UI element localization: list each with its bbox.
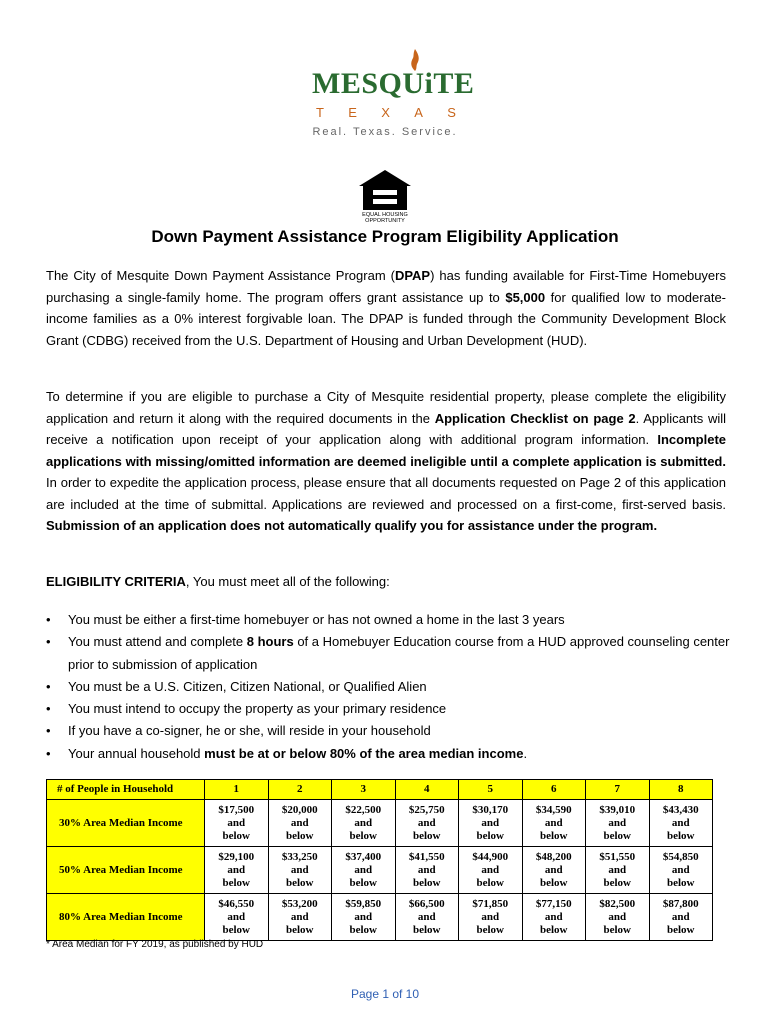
income-cell: $34,590 and below — [522, 800, 586, 847]
mesquite-logo — [300, 48, 475, 144]
list-item: • You must be a U.S. Citizen, Citizen National, or Qualified Alien — [46, 676, 736, 698]
income-cell: $46,550 and below — [205, 894, 269, 941]
income-cell: $82,500 and below — [586, 894, 650, 941]
income-cell: $77,150 and below — [522, 894, 586, 941]
logo-state-letter: X — [381, 105, 390, 120]
logo-state-letter: E — [348, 105, 357, 120]
column-header: 6 — [522, 780, 586, 800]
income-limits-table — [46, 779, 713, 941]
income-cell: $54,850 and below — [649, 847, 713, 894]
table-row — [47, 847, 713, 894]
income-cell: $30,170 and below — [459, 800, 523, 847]
column-header: 4 — [395, 780, 459, 800]
income-cell: $25,750 and below — [395, 800, 459, 847]
income-cell: $17,500 and below — [205, 800, 269, 847]
bullet-icon: • — [46, 723, 51, 739]
list-item: • If you have a co-signer, he or she, will reside in your household — [46, 720, 736, 742]
bullet-icon: • — [46, 745, 51, 761]
logo-tagline: Real. Texas. Service. — [312, 126, 458, 138]
income-cell: $43,430 and below — [649, 800, 713, 847]
income-cell: $41,550 and below — [395, 847, 459, 894]
list-item: • Your annual household must be at or below 80% of the area median income. — [46, 743, 736, 765]
income-cell: $22,500 and below — [332, 800, 396, 847]
list-item: • You must intend to occupy the property as your primary residence — [46, 698, 736, 720]
table-row — [47, 800, 713, 847]
household-size-header: # of People in Household — [47, 780, 205, 800]
income-cell: $48,200 and below — [522, 847, 586, 894]
list-item: • You must be either a first-time homebuyer or has not owned a home in the last 3 years — [46, 609, 736, 631]
bullet-icon: • — [46, 612, 51, 627]
bullet-icon: • — [46, 678, 51, 694]
row-header: 50% Area Median Income — [47, 847, 205, 894]
equal-housing-label: EQUAL HOUSING OPPORTUNITY — [362, 212, 408, 224]
logo-state-letter: T — [316, 105, 324, 120]
logo-wordmark: MESQUiTE — [312, 67, 475, 100]
income-cell: $29,100 and below — [205, 847, 269, 894]
column-header: 7 — [586, 780, 650, 800]
list-item: • You must attend and complete 8 hours of a Homebuyer Education course from a HUD approved counseling center prior to submission of application — [46, 631, 736, 676]
income-cell: $59,850 and below — [332, 894, 396, 941]
logo-state-letter: S — [447, 105, 456, 120]
column-header: 5 — [459, 780, 523, 800]
column-header: 2 — [268, 780, 332, 800]
bullet-icon: • — [46, 701, 51, 717]
row-header: 30% Area Median Income — [47, 800, 205, 847]
income-cell: $39,010 and below — [586, 800, 650, 847]
eligibility-list — [46, 609, 736, 765]
income-cell: $66,500 and below — [395, 894, 459, 941]
income-cell: $37,400 and below — [332, 847, 396, 894]
column-header: 3 — [332, 780, 396, 800]
income-cell: $33,250 and below — [268, 847, 332, 894]
page-number: Page 1 of 10 — [350, 987, 420, 1001]
income-cell: $44,900 and below — [459, 847, 523, 894]
column-header: 1 — [205, 780, 269, 800]
logo-state — [316, 105, 456, 120]
equal-housing-opportunity-icon — [355, 168, 415, 226]
house-icon — [355, 168, 415, 212]
income-cell: $51,550 and below — [586, 847, 650, 894]
income-cell: $87,800 and below — [649, 894, 713, 941]
table-header-row — [47, 780, 713, 800]
table-row — [47, 894, 713, 941]
logo-state-letter: A — [414, 105, 423, 120]
page-title: Down Payment Assistance Program Eligibility Application — [151, 227, 619, 246]
eligibility-criteria-heading: ELIGIBILITY CRITERIA, You must meet all of the following: — [46, 574, 390, 589]
income-cell: $20,000 and below — [268, 800, 332, 847]
intro-paragraph: The City of Mesquite Down Payment Assistance Program (DPAP) has funding available for First-Time Homebuyers purchasing a single-family home. The program offers grant assistance up to $5,000 for qualified low to moderate-income families as a 0% interest forgivable loan. The DPAP is funded through the Community Development Block Grant (CDBG) received from the U.S. Department of Housing and Urban Development (HUD). — [46, 268, 726, 348]
income-cell: $71,850 and below — [459, 894, 523, 941]
row-header: 80% Area Median Income — [47, 894, 205, 941]
column-header: 8 — [649, 780, 713, 800]
bullet-icon: • — [46, 634, 51, 650]
income-cell: $53,200 and below — [268, 894, 332, 941]
footnote: * Area Median for FY 2019, as published by HUD — [46, 939, 264, 950]
instructions-paragraph: To determine if you are eligible to purchase a City of Mesquite residential property, please complete the eligibility application and return it along with the required documents in the Application Checklist on page 2. Applicants will receive a notification upon receipt of your application along with additional program information. Incomplete applications with missing/omitted information are deemed ineligible until a complete application is submitted. In order to expedite the application process, please ensure that all documents requested on Page 2 of this application are included at the time of submittal. Applications are reviewed and processed on a first-come, first-served basis. Submission of an application does not automatically qualify you for assistance under the program. — [46, 389, 727, 533]
